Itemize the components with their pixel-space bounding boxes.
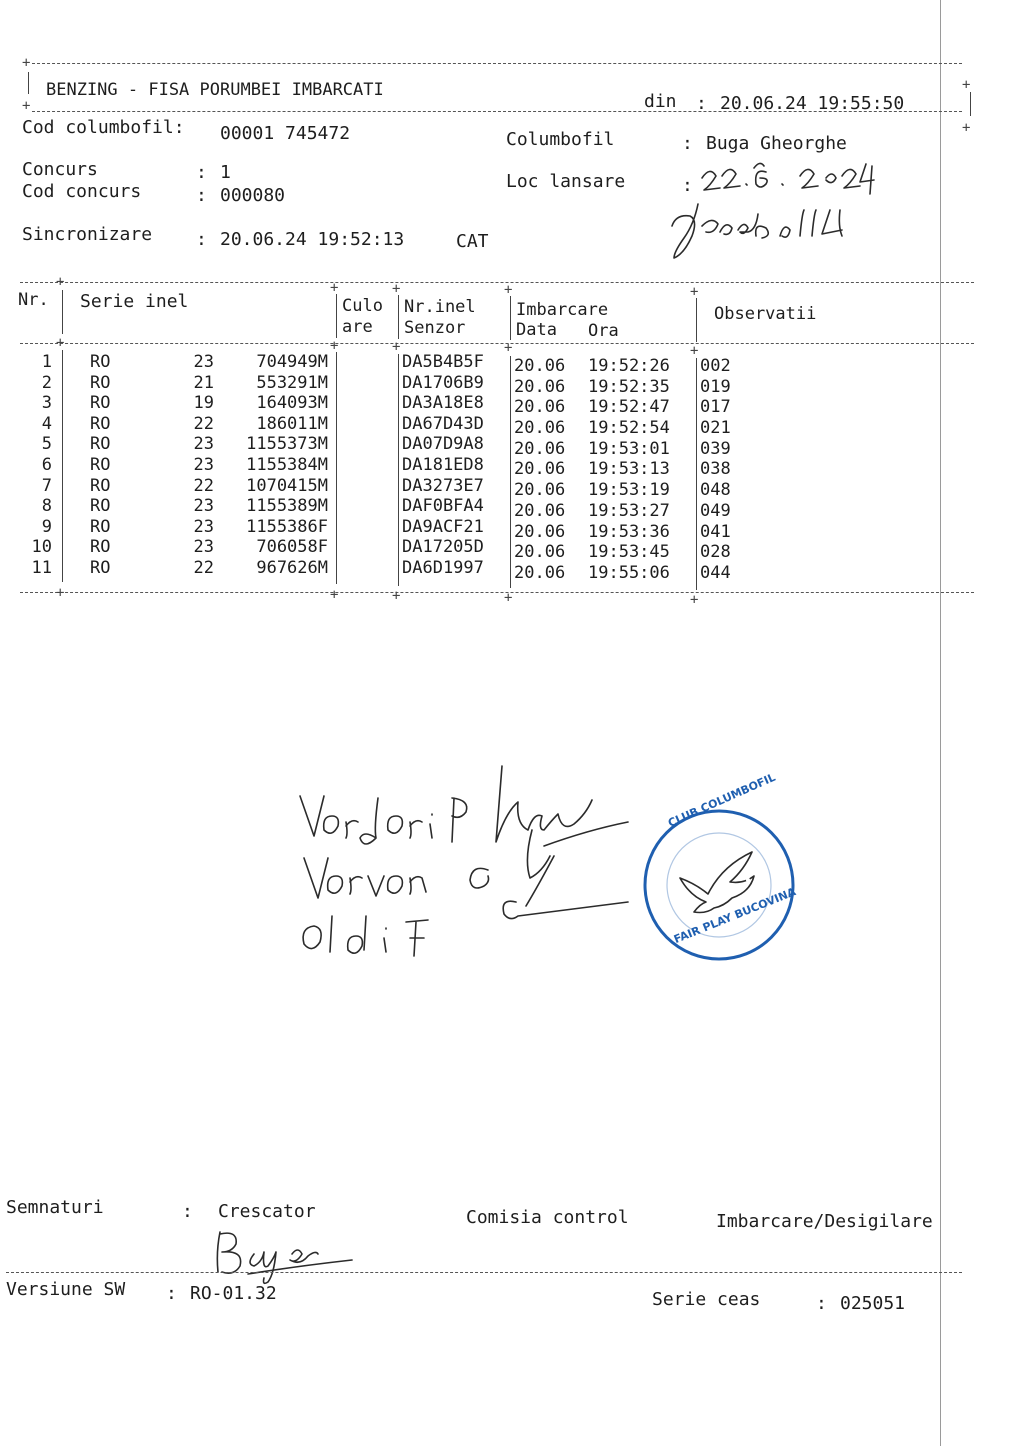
column-divider — [336, 294, 337, 338]
cell-country: RO — [90, 434, 111, 455]
cell-country: RO — [90, 496, 111, 517]
header-culoare-line1: Culo — [342, 296, 383, 316]
cell-sensor-id: DA67D43D — [402, 413, 484, 434]
cell-year: 21 — [193, 372, 214, 393]
cell-time: 19:53:01 — [588, 438, 670, 459]
rule-joint: + — [504, 590, 513, 606]
cell-date: 20.06 — [514, 438, 566, 459]
sincronizare-timezone: CAT — [456, 231, 489, 252]
header-ora: Ora — [588, 321, 619, 341]
rule-joint: + — [690, 592, 699, 608]
column-divider — [62, 350, 63, 582]
crescator-signature — [208, 1224, 358, 1286]
cell-sensor-id: DA9ACF21 — [402, 516, 484, 537]
header-culoare-line2: are — [342, 317, 373, 337]
cell-observation: 038 — [700, 459, 731, 480]
rule-joint: + — [392, 281, 401, 297]
rule-joint: + — [330, 587, 339, 603]
header-nr-inel-line1: Nr.inel — [404, 297, 476, 317]
header-imbarcare: Imbarcare — [516, 300, 609, 320]
document-title: BENZING - FISA PORUMBEI IMBARCATI — [46, 80, 384, 100]
cell-date: 20.06 — [514, 418, 566, 439]
cell-time: 19:52:54 — [588, 418, 670, 439]
cell-ring-serial: 1070415M — [246, 475, 328, 496]
date-label: din — [644, 91, 677, 112]
cod-columbofil-label: Cod columbofil: — [22, 117, 185, 138]
cell-country: RO — [90, 455, 111, 475]
cell-year: 22 — [193, 413, 214, 434]
cell-date: 20.06 — [514, 500, 566, 521]
serie-ceas-value: 025051 — [840, 1293, 906, 1314]
cell-sensor-id: DA1706B9 — [402, 372, 484, 393]
cell-year: 23 — [193, 455, 214, 475]
column-divider — [336, 352, 337, 584]
stamp-top-text: CLUB COLUMBOFIL — [666, 770, 778, 830]
column-divider — [510, 356, 511, 588]
sincronizare-label: Sincronizare — [22, 224, 153, 245]
cell-country: RO — [90, 352, 111, 372]
cod-concurs-value: 000080 — [220, 185, 286, 206]
rule-joint: + — [690, 284, 699, 300]
header-top-rule — [32, 63, 962, 64]
cell-ring-serial: 553291M — [256, 372, 328, 393]
cell-date: 20.06 — [514, 521, 566, 542]
cell-ring-serial: 164093M — [256, 393, 328, 414]
date-separator: : — [696, 93, 707, 114]
cell-year: 23 — [193, 496, 214, 517]
club-stamp — [640, 806, 798, 964]
dove-icon — [680, 852, 754, 913]
cell-sensor-id: DA07D9A8 — [402, 434, 484, 455]
cell-country: RO — [90, 537, 111, 558]
cell-country: RO — [90, 372, 111, 393]
cell-sensor-id: DA17205D — [402, 537, 484, 558]
table-header-rule — [20, 343, 974, 344]
cell-sensor-id: DAF0BFA4 — [402, 496, 484, 517]
column-divider — [510, 296, 511, 340]
cell-time: 19:52:35 — [588, 376, 670, 397]
cell-nr: 7 — [41, 475, 52, 496]
header-right-bar — [970, 92, 971, 116]
footer-rule — [6, 1272, 962, 1273]
cell-year: 23 — [193, 537, 214, 558]
cell-date: 20.06 — [514, 542, 566, 563]
rule-joint: + — [504, 282, 513, 298]
cell-time: 19:53:19 — [588, 480, 670, 501]
cell-time: 19:52:26 — [588, 356, 670, 376]
cell-nr: 8 — [41, 496, 52, 517]
sincronizare-separator: : — [196, 229, 207, 250]
cell-time: 19:52:47 — [588, 397, 670, 418]
serie-ceas-label: Serie ceas — [652, 1289, 761, 1310]
cod-concurs-label: Cod concurs — [22, 181, 142, 202]
column-divider — [696, 298, 697, 342]
rule-joint: + — [56, 585, 65, 601]
loc-lansare-label: Loc lansare — [506, 171, 626, 192]
cell-nr: 9 — [41, 516, 52, 537]
cell-observation: 039 — [700, 438, 731, 459]
corner-mark: + — [22, 55, 31, 71]
cell-sensor-id: DA5B4B5F — [402, 352, 484, 372]
header-nr: Nr. — [18, 290, 49, 310]
cell-time: 19:53:45 — [588, 542, 670, 563]
rule-joint: + — [504, 340, 513, 356]
cell-nr: 3 — [41, 393, 52, 414]
cell-year: 22 — [193, 558, 214, 578]
top-signature — [668, 196, 878, 266]
cell-observation: 049 — [700, 500, 731, 521]
cell-time: 19:55:06 — [588, 562, 670, 583]
column-divider — [62, 290, 63, 334]
cell-year: 23 — [193, 352, 214, 372]
header-observatii: Observatii — [714, 304, 817, 324]
cell-observation: 028 — [700, 542, 731, 563]
cell-observation: 044 — [700, 562, 731, 583]
semnaturi-label: Semnaturi — [6, 1197, 104, 1218]
crescator-label: Crescator — [218, 1201, 316, 1222]
cell-observation: 048 — [700, 480, 731, 501]
comisia-control-label: Comisia control — [466, 1207, 629, 1228]
cell-nr: 11 — [31, 558, 52, 578]
header-nr-inel-line2: Senzor — [404, 318, 466, 338]
cell-date: 20.06 — [514, 459, 566, 480]
date-value: 20.06.24 19:55:50 — [720, 93, 905, 114]
cell-nr: 6 — [41, 455, 52, 475]
cell-year: 23 — [193, 434, 214, 455]
rule-joint: + — [392, 339, 401, 355]
cell-sensor-id: DA3273E7 — [402, 475, 484, 496]
rule-joint: + — [330, 338, 339, 354]
cell-observation: 017 — [700, 397, 731, 418]
cell-ring-serial: 1155373M — [246, 434, 328, 455]
semnaturi-separator: : — [182, 1201, 193, 1222]
committee-signatures — [292, 726, 682, 966]
versiune-label: Versiune SW — [6, 1279, 126, 1300]
header-serie-inel: Serie inel — [80, 291, 189, 312]
cell-country: RO — [90, 393, 111, 414]
cell-observation: 021 — [700, 418, 731, 439]
cell-sensor-id: DA6D1997 — [402, 558, 484, 578]
versiune-separator: : — [166, 1283, 177, 1304]
cell-date: 20.06 — [514, 480, 566, 501]
columbofil-label: Columbofil — [506, 129, 615, 150]
concurs-value: 1 — [220, 162, 231, 183]
cell-ring-serial: 186011M — [256, 413, 328, 434]
cell-year: 22 — [193, 475, 214, 496]
cell-observation: 041 — [700, 521, 731, 542]
cell-ring-serial: 1155384M — [246, 455, 328, 475]
imbarcare-desigilare-label: Imbarcare/Desigilare — [716, 1211, 933, 1232]
header-left-bar — [28, 72, 29, 94]
rule-joint: + — [330, 280, 339, 296]
cell-nr: 4 — [41, 413, 52, 434]
cell-ring-serial: 1155389M — [246, 496, 328, 517]
header-data: Data — [516, 320, 557, 340]
columbofil-value: Buga Gheorghe — [706, 133, 847, 154]
corner-mark: + — [962, 120, 971, 136]
cell-sensor-id: DA181ED8 — [402, 455, 484, 475]
serie-ceas-separator: : — [816, 1293, 827, 1314]
cell-ring-serial: 704949M — [256, 352, 328, 372]
cell-sensor-id: DA3A18E8 — [402, 393, 484, 414]
stamp-bottom-text: FAIR PLAY BUCOVINA — [672, 885, 798, 947]
cell-ring-serial: 967626M — [256, 558, 328, 578]
cell-observation: 002 — [700, 356, 731, 376]
cell-nr: 10 — [31, 537, 52, 558]
cell-country: RO — [90, 516, 111, 537]
loc-lansare-separator: : — [682, 175, 693, 196]
rule-joint: + — [392, 588, 401, 604]
concurs-label: Concurs — [22, 159, 98, 180]
handwritten-date — [696, 158, 896, 198]
cell-year: 19 — [193, 393, 214, 414]
cell-date: 20.06 — [514, 397, 566, 418]
rule-joint: + — [56, 274, 65, 290]
versiune-value: RO-01.32 — [190, 1283, 277, 1304]
cell-ring-serial: 706058F — [256, 537, 328, 558]
column-divider — [398, 354, 399, 586]
corner-mark: + — [22, 98, 31, 114]
header-bottom-rule — [32, 111, 962, 112]
cell-nr: 5 — [41, 434, 52, 455]
cell-time: 19:53:27 — [588, 500, 670, 521]
sincronizare-value: 20.06.24 19:52:13 — [220, 229, 405, 250]
cell-observation: 019 — [700, 376, 731, 397]
cod-columbofil-value: 00001 745472 — [220, 123, 351, 144]
paper-edge-line — [940, 0, 941, 1446]
cod-concurs-separator: : — [196, 185, 207, 206]
table-bottom-rule — [20, 592, 974, 593]
cell-ring-serial: 1155386F — [246, 516, 328, 537]
columbofil-separator: : — [682, 133, 693, 154]
cell-nr: 2 — [41, 372, 52, 393]
cell-time: 19:53:13 — [588, 459, 670, 480]
cell-date: 20.06 — [514, 356, 566, 376]
corner-mark: + — [962, 77, 971, 93]
column-divider — [696, 358, 697, 590]
cell-country: RO — [90, 475, 111, 496]
column-divider — [398, 295, 399, 339]
cell-date: 20.06 — [514, 562, 566, 583]
cell-time: 19:53:36 — [588, 521, 670, 542]
concurs-separator: : — [196, 162, 207, 183]
dove-eye — [746, 878, 750, 882]
cell-country: RO — [90, 413, 111, 434]
rule-joint: + — [56, 335, 65, 351]
cell-nr: 1 — [41, 352, 52, 372]
cell-year: 23 — [193, 516, 214, 537]
cell-date: 20.06 — [514, 376, 566, 397]
table-top-rule — [20, 282, 974, 283]
cell-country: RO — [90, 558, 111, 578]
rule-joint: + — [690, 343, 699, 359]
